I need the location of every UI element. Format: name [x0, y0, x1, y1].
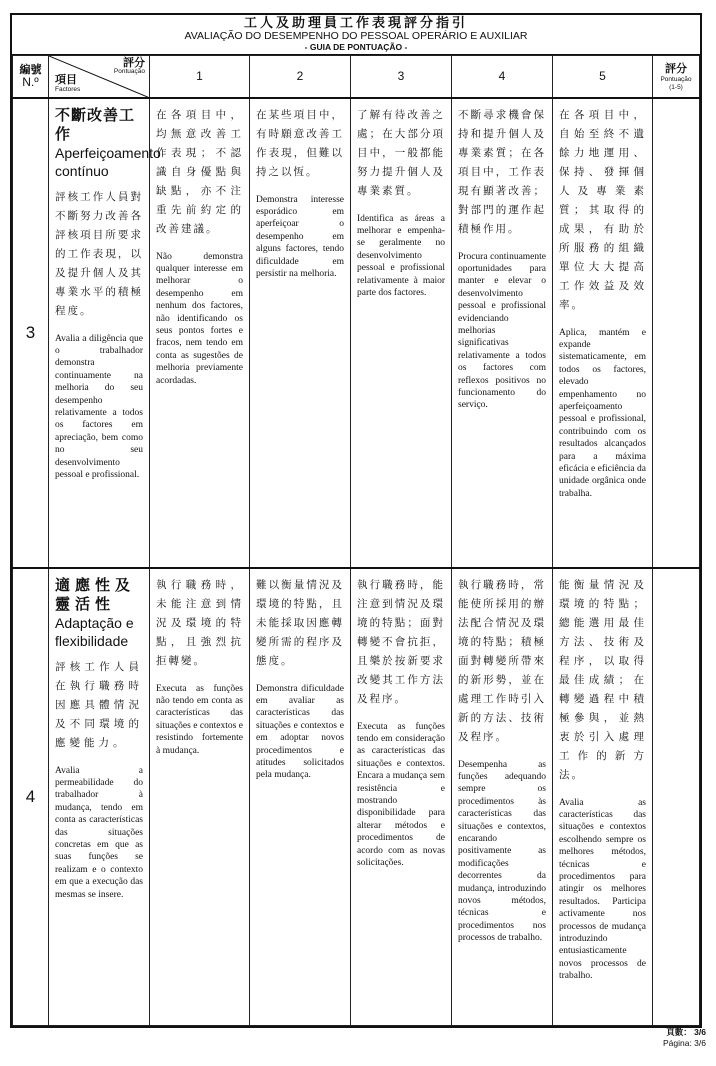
- table-row: [13, 568, 700, 1026]
- level-cell: [553, 568, 653, 1026]
- level-cell: [452, 98, 553, 568]
- score-input-cell[interactable]: [653, 568, 700, 1026]
- title-zh: 工人及助理員工作表現評分指引: [243, 16, 468, 31]
- final-score-zh: 評分: [665, 62, 687, 76]
- level-desc-pt: Desempenha as funções adequando sempre os procedimentos às características das situações e contextos, encarando positivamente as modificações decorrentes da mudança, introduzindo novos métodos, técnicas e procedimentos nos processos de trabalho.: [458, 759, 546, 944]
- level-desc-zh: 了解有待改善之處；在大部分項目中，一般都能努力提升個人及專業素質。: [357, 108, 445, 197]
- page-value-zh: 3/6: [694, 1027, 706, 1037]
- page-number: [663, 1027, 706, 1048]
- level-desc-zh: 難以衡量情況及環境的特點，且未能採取因應轉變所需的程序及態度。: [256, 578, 344, 667]
- score-input-cell[interactable]: [653, 98, 700, 568]
- level-cell: [351, 98, 452, 568]
- evaluation-guide-sheet: [10, 13, 702, 1028]
- factor-title-pt: Aperfeiçoamento contínuo: [55, 144, 161, 179]
- level-desc-pt: Não demonstra qualquer interesse em melhorar o desempenho em nenhum dos factores, não identificando os seus pontos fortes e fracos, nem tendo em conta as sugestões de melhoria previamente acordadas.: [156, 251, 243, 386]
- subtitle: - GUIA DE PONTUAÇÃO -: [304, 42, 408, 52]
- final-score-range: (1-5): [669, 84, 683, 92]
- level-cell: [452, 568, 553, 1026]
- level-desc-pt: Demonstra dificuldade em avaliar as características das situações e contextos e em adoptar novos procedimentos e atitudes solicitados pela mudança.: [256, 683, 344, 781]
- factor-desc-pt: Avalia a permeabilidade do trabalhador à mudança, tendo em conta as características das situações concretas em que as suas funções se realizam e o contexto em que a execução das mesmas se insere.: [55, 765, 143, 900]
- final-score-header: [653, 56, 700, 98]
- level-header-2: 2: [250, 56, 351, 98]
- level-desc-zh: 不斷尋求機會保持和提升個人及專業素質；在各項目中，工作表現有顯著改善；對部門的運作起積極作用。: [458, 108, 546, 235]
- row-number: 4: [13, 568, 49, 1026]
- level-cell: [250, 568, 351, 1026]
- level-desc-zh: 執行職務時，能注意到情況及環境的特點；面對轉變不會抗拒，且樂於按新要求改變其工作方法及程序。: [357, 578, 445, 705]
- level-cell: [250, 98, 351, 568]
- factor-cell: [49, 98, 161, 568]
- level-header-1: 1: [150, 56, 250, 98]
- factor-desc-zh: 評核工作人員對不斷努力改善各評核項目所要求的工作表現，以及提升個人及其專業水平的積極程度。: [55, 190, 143, 317]
- level-desc-zh: 在各項目中，自始至終不遺餘力地運用、保持、發揮個人及專業素質；其取得的成果，有助於所服務的組織單位大大提高工作效益及效率。: [559, 108, 646, 311]
- number-header-zh: 編號: [19, 62, 42, 76]
- number-header-pt: N.º: [22, 74, 39, 89]
- factors-label-pt: Factores: [55, 85, 81, 93]
- page-label-zh: 頁數：: [666, 1028, 692, 1038]
- score-label-zh: 評分: [123, 56, 145, 69]
- factor-title-zh: 適應性及靈活性: [55, 575, 136, 613]
- level-desc-pt: Executa as funções tendo em consideração as características das situações e contextos. Encara a mudança sem resistência e mostrando disponibilidade para alterar métodos e procedimentos de acordo com as novas solicitações.: [357, 721, 445, 868]
- factor-cell: [49, 568, 150, 1026]
- document-title: [12, 15, 700, 55]
- factor-score-header: [49, 56, 150, 98]
- level-desc-pt: Aplica, mantém e expande sistematicamente, em todos os factores, elevado empenhamento no aperfeiçoamento pessoal e profissional, contribuindo com os resultados alcançados para a máxima eficácia e eficiência da unidade orgânica onde trabalha.: [559, 327, 646, 499]
- level-desc-pt: Executa as funções não tendo em conta as características das situações e contextos e resistindo fortemente à mudança.: [156, 683, 243, 756]
- scoring-table: [12, 55, 700, 1026]
- level-desc-pt: Avalia as características das situações e contextos escolhendo sempre os melhores métodos, técnicas e procedimentos para atingir os melhores resultados. Participa activamente nos processos de mudança introduzindo entusiasticamente novos processos de trabalho.: [559, 797, 646, 982]
- page-label-pt: Página: 3/6: [662, 1038, 706, 1048]
- number-header: [13, 56, 49, 98]
- factor-title-pt: Adaptação e flexibilidade: [55, 614, 134, 649]
- level-cell: [553, 98, 653, 568]
- factors-label-zh: 項目: [55, 72, 77, 86]
- level-desc-zh: 在各項目中，均無意改善工作表現；不認識自身優點與缺點，亦不注重先前約定的改善建議。: [156, 108, 243, 235]
- level-desc-zh: 在某些項目中，有時願意改善工作表現，但難以持之以恆。: [256, 108, 344, 178]
- table-row: [13, 98, 700, 568]
- level-desc-zh: 執行職務時，未能注意到情況及環境的特點，且強烈抗拒轉變。: [156, 578, 243, 667]
- level-cell: [351, 568, 452, 1026]
- level-desc-pt: Demonstra interesse esporádico em aperfeiçoar o desempenho em alguns factores, tendo dificuldade em persistir na melhoria.: [256, 194, 344, 279]
- level-header-3: 3: [351, 56, 452, 98]
- level-cell: [150, 568, 250, 1026]
- level-cell: [150, 98, 250, 568]
- row-number: 3: [13, 98, 49, 568]
- factor-title-zh: 不斷改善工作: [55, 105, 136, 143]
- score-label-pt: Pontuação: [113, 68, 145, 75]
- header-row: [13, 56, 700, 98]
- final-score-pt: Pontuação: [660, 76, 692, 84]
- level-desc-zh: 能衡量情況及環境的特點；總能選用最佳方法、技術及程序，以取得最佳成績；在轉變過程中積極參與，並熱衷於引入處理工作的新方法。: [559, 578, 646, 781]
- level-header-4: 4: [452, 56, 553, 98]
- level-header-5: 5: [553, 56, 653, 98]
- title-pt: AVALIAÇÃO DO DESEMPENHO DO PESSOAL OPERÁRIO E AUXILIAR: [184, 30, 528, 42]
- level-desc-pt: Procura continuamente oportunidades para manter e elevar o desenvolvimento pessoal e profissional evidenciando melhorias significativas relativamente a todos os factores com reflexos positivos no funcionamento do serviço.: [458, 251, 546, 411]
- factor-desc-zh: 評核工作人員在執行職務時因應具體情況及不同環境的應變能力。: [55, 660, 143, 749]
- factor-desc-pt: Avalia a diligência que o trabalhador demonstra continuamente na melhoria do seu desempenho relativamente a todos os factores em apreciação, bem como no seu desenvolvimento pessoal e profissional.: [55, 333, 143, 480]
- level-desc-zh: 執行職務時，常能使所採用的辦法配合情況及環境的特點；積極面對轉變所帶來的新形勢，並在處理工作時引入新的方法、技術及程序。: [458, 578, 546, 743]
- level-desc-pt: Identifica as áreas a melhorar e empenha-se geralmente no desenvolvimento pessoal e profissional relativamente à maior parte dos factores.: [357, 213, 445, 298]
